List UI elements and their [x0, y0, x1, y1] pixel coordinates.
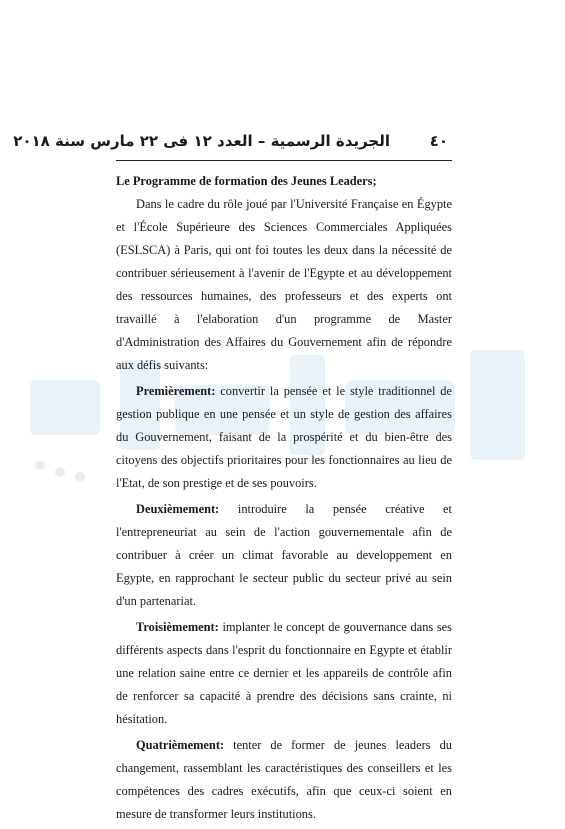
page-header [13, 132, 448, 158]
page-number: ٤٠ [429, 132, 448, 150]
objective-paragraph-4 [116, 734, 452, 826]
objective-paragraph-3 [116, 616, 452, 731]
paragraph-lead: Deuxièmement: [136, 502, 220, 516]
document-body [116, 170, 452, 829]
paragraph-text: tenter de former de jeunes leaders du changement, rassemblant les caractéristiques des conseillers et les compétences des cadres exécutifs, afin que ceux-ci soient en mesure de transformer leurs institutions. [116, 738, 452, 821]
paragraph-text: introduire la pensée créative et l'entrepreneuriat au sein de l'action gouvernementale afin de contribuer à créer un climat favorable au developpement en Egypte, en rapprochant le secteur public du secteur privé au sein d'un partenariat. [116, 502, 452, 608]
objective-paragraph-2 [116, 498, 452, 613]
paragraph-text: convertir la pensée et le style traditionnel de gestion publique en une pensée et un style de gestion des affaires du Gouvernement, faisant de la prospérité et du bien-être des citoyens des objectifs prioritaires pour les fonctionnaires au lieu de l'Etat, de son prestige et de ses pouvoirs. [116, 384, 452, 490]
intro-paragraph [116, 193, 452, 377]
paragraph-text: Dans le cadre du rôle joué par l'Université Française en Égypte et l'École Supérieure des Sciences Commerciales Appliquées (ESLSCA) à Paris, qui ont foi toutes les deux dans la nécessité de contribuer sérieusement à l'avenir de l'Egypte et au développement des ressources humaines, des professeurs et des experts ont travaillé à l'elaboration d'un programme de Master d'Administration des Affaires du Gouvernement afin de répondre aux défis suivants: [116, 197, 452, 372]
paragraph-lead: Quatrièmement: [136, 738, 225, 752]
paragraph-lead: Premièrement: [136, 384, 216, 398]
gazette-title: الجريدة الرسمية – العدد ١٢ فى ٢٢ مارس سنة ٢٠١٨ [13, 132, 390, 150]
paragraph-lead: Troisièmement: [136, 620, 219, 634]
section-heading: Le Programme de formation des Jeunes Leaders; [116, 174, 377, 188]
paragraph-text: implanter le concept de gouvernance dans ses différents aspects dans l'esprit du fonctionnaire en Egypte et établir une relation saine entre ce dernier et les appareils de contrôle afin de renforcer sa capacité à prendre des décisions sans crainte, ni hésitation. [116, 620, 452, 726]
header-divider [116, 160, 452, 161]
objective-paragraph-1 [116, 380, 452, 495]
